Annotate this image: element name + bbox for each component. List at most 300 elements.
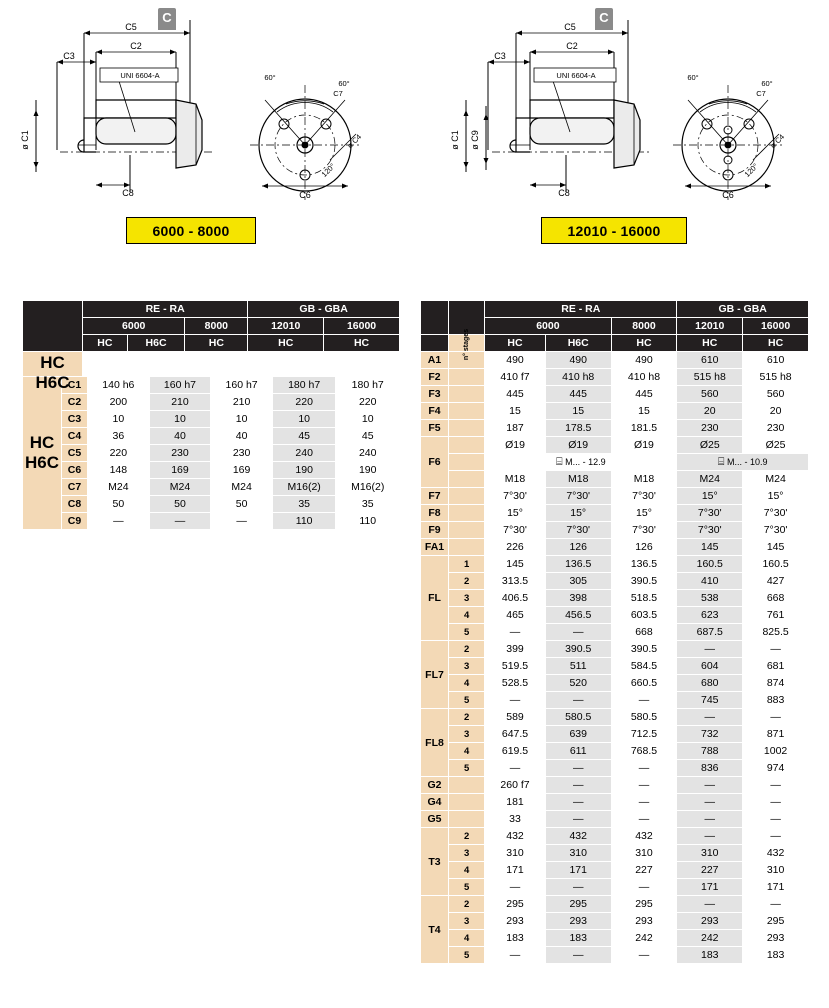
table-row (421, 913, 809, 930)
table-cell: 145 (743, 539, 809, 556)
row-stage (449, 454, 485, 471)
row-code: C2 (62, 394, 88, 411)
row-stage: 4 (449, 743, 485, 760)
row-stage (449, 420, 485, 437)
row-code: C8 (62, 496, 88, 513)
table-cell: 183 (485, 930, 546, 947)
table-cell: 310 (485, 845, 546, 862)
size-header-12010: 12010 (677, 318, 743, 335)
table-row (421, 930, 809, 947)
table-cell: 181.5 (611, 420, 677, 437)
row-stage: 2 (449, 641, 485, 658)
table-cell: — (677, 828, 743, 845)
table-row (421, 845, 809, 862)
row-code: F8 (421, 505, 449, 522)
table-cell: 399 (485, 641, 546, 658)
table-cell: 445 (611, 386, 677, 403)
table-cell: 169 (211, 462, 273, 479)
table-row (421, 607, 809, 624)
row-code: F3 (421, 386, 449, 403)
table-cell: 15° (485, 505, 546, 522)
table-cell: 490 (545, 352, 611, 369)
table-cell: 406.5 (485, 590, 546, 607)
table-cell: 183 (677, 947, 743, 964)
type-header-0: HC (485, 335, 546, 352)
row-code: C7 (62, 479, 88, 496)
row-stage: 5 (449, 879, 485, 896)
row-code: A1 (421, 352, 449, 369)
stage-col-header (449, 328, 485, 361)
table-row (23, 428, 400, 445)
table-cell: 445 (485, 386, 546, 403)
table-cell: Ø19 (485, 437, 546, 454)
table-cell: 410 h8 (545, 369, 611, 386)
type-header-1: H6C (127, 335, 185, 352)
table-cell: 110 (336, 513, 400, 530)
table-cell: 15 (611, 403, 677, 420)
table-cell: 732 (677, 726, 743, 743)
table-cell: 410 h8 (611, 369, 677, 386)
size-header-8000: 8000 (185, 318, 248, 335)
side-label-h6c: H6C (25, 453, 60, 472)
row-stage (449, 471, 485, 488)
size-header-16000: 16000 (324, 318, 400, 335)
table-cell: 36 (88, 428, 150, 445)
table-cell: — (485, 692, 546, 709)
table-cell: 293 (485, 913, 546, 930)
dim-c2-right: C2 (566, 41, 578, 51)
row-stage (449, 539, 485, 556)
table-cell: 220 (336, 394, 400, 411)
table-cell: 610 (743, 352, 809, 369)
table-cell: 668 (611, 624, 677, 641)
table-row (421, 352, 809, 369)
table-cell: M16(2) (272, 479, 336, 496)
table-cell: — (743, 709, 809, 726)
table-cell: 465 (485, 607, 546, 624)
table-cell: 240 (272, 445, 336, 462)
table-cell: 126 (545, 539, 611, 556)
table-cell: 511 (545, 658, 611, 675)
row-code: T3 (421, 828, 449, 896)
table-cell: 589 (485, 709, 546, 726)
table-row (23, 479, 400, 496)
table-cell: 7°30' (677, 505, 743, 522)
table-cell: 10 (211, 411, 273, 428)
corner-cell (23, 301, 83, 352)
table-cell: 580.5 (545, 709, 611, 726)
table-cell: 15° (545, 505, 611, 522)
type-header-4: HC (743, 335, 809, 352)
row-stage: 5 (449, 624, 485, 641)
row-stage: 4 (449, 862, 485, 879)
angle-left-1: 60° (264, 73, 276, 82)
table-cell: 432 (485, 828, 546, 845)
angle-right-3: 120° (742, 161, 760, 179)
diagram-right-svg (420, 0, 829, 215)
table-cell: — (545, 879, 611, 896)
row-stage: 1 (449, 556, 485, 573)
table-cell: — (611, 794, 677, 811)
table-row (421, 947, 809, 964)
table-cell: 623 (677, 607, 743, 624)
table-cell: 180 h7 (336, 377, 400, 394)
dim-c4-left: ø C4 (345, 132, 364, 151)
dim-c3-right: C3 (494, 51, 506, 61)
table-cell: — (545, 624, 611, 641)
table-cell: 712.5 (611, 726, 677, 743)
table-row (421, 437, 809, 454)
table-cell: 580.5 (611, 709, 677, 726)
table-cell: 584.5 (611, 658, 677, 675)
table-cell: 169 (149, 462, 211, 479)
table-row (23, 496, 400, 513)
badge-right: 12010 - 16000 (541, 217, 687, 244)
table-row (421, 794, 809, 811)
corner-cell-blank (421, 335, 449, 352)
table-cell: — (677, 777, 743, 794)
table-row (421, 743, 809, 760)
table-cell: 603.5 (611, 607, 677, 624)
table-cell: 7°30' (677, 522, 743, 539)
table-cell: 7°30' (485, 522, 546, 539)
table-cell: 305 (545, 573, 611, 590)
table-cell: — (743, 641, 809, 658)
table-cell: 390.5 (611, 573, 677, 590)
row-code: F2 (421, 369, 449, 386)
table-row (421, 624, 809, 641)
table-cell: 110 (272, 513, 336, 530)
table-cell: 768.5 (611, 743, 677, 760)
dim-c4-right: ø C4 (768, 132, 787, 151)
row-code: F9 (421, 522, 449, 539)
table-row (421, 573, 809, 590)
size-header-6000: 6000 (83, 318, 185, 335)
row-stage: 4 (449, 675, 485, 692)
dim-c5-left: C5 (125, 22, 137, 32)
table-row (421, 862, 809, 879)
table-row-group-header (23, 301, 400, 318)
table-row (23, 394, 400, 411)
table-cell: 295 (743, 913, 809, 930)
row-code: C3 (62, 411, 88, 428)
angle-left-2: 60° (338, 79, 350, 88)
table-cell: 240 (336, 445, 400, 462)
table-cell: 227 (611, 862, 677, 879)
table-cell: 15° (611, 505, 677, 522)
table-cell: 45 (272, 428, 336, 445)
dim-c6-right: C6 (722, 190, 734, 200)
table-row (421, 811, 809, 828)
table-cell: — (545, 794, 611, 811)
table-row (421, 454, 809, 471)
table-cell: 293 (743, 930, 809, 947)
group-header-gb-gba: GB - GBA (677, 301, 809, 318)
table-cell: 160 h7 (211, 377, 273, 394)
row-code: G5 (421, 811, 449, 828)
table-cell: 260 f7 (485, 777, 546, 794)
table-cell: 295 (545, 896, 611, 913)
table-cell: 15° (677, 488, 743, 505)
table-cell: 230 (149, 445, 211, 462)
table-cell: 825.5 (743, 624, 809, 641)
table-cell: 310 (611, 845, 677, 862)
table-row (23, 513, 400, 530)
corner-cell-code (421, 301, 449, 335)
table-cell: — (211, 513, 273, 530)
angle-left-3: 120° (319, 161, 337, 179)
table-row (421, 760, 809, 777)
table-cell: 190 (272, 462, 336, 479)
row-stage: 3 (449, 590, 485, 607)
table-cell: — (88, 513, 150, 530)
table-cell: 242 (677, 930, 743, 947)
table-row (421, 675, 809, 692)
type-header-3: HC (677, 335, 743, 352)
table-cell: 390.5 (611, 641, 677, 658)
table-cell: 639 (545, 726, 611, 743)
table-cell: 668 (743, 590, 809, 607)
table-cell: 7°30' (485, 488, 546, 505)
row-stage (449, 437, 485, 454)
row-stage (449, 811, 485, 828)
table-cell: 7°30' (545, 522, 611, 539)
row-code: C9 (62, 513, 88, 530)
table-cell: 456.5 (545, 607, 611, 624)
row-stage: 5 (449, 692, 485, 709)
table-cell: 687.5 (677, 624, 743, 641)
table-row-group-header (421, 301, 809, 318)
table-cell: 293 (611, 913, 677, 930)
table-cell: 220 (88, 445, 150, 462)
table-row (421, 709, 809, 726)
dim-c6-left: C6 (299, 190, 311, 200)
table-cell: — (611, 692, 677, 709)
table-cell: 836 (677, 760, 743, 777)
size-header-6000: 6000 (485, 318, 611, 335)
table-cell: — (611, 760, 677, 777)
table-row (421, 658, 809, 675)
group-header-re-ra: RE - RA (485, 301, 677, 318)
table-row (421, 726, 809, 743)
angle-right-2: 60° (761, 79, 773, 88)
table-cell: 10 (88, 411, 150, 428)
left-table-body (22, 376, 400, 530)
table-cell: M16(2) (336, 479, 400, 496)
table-cell: 145 (485, 556, 546, 573)
dim-c5-right: C5 (564, 22, 576, 32)
side-label-h6c: H6C (35, 373, 70, 392)
right-table-header (420, 300, 809, 964)
table-cell: 7°30' (611, 488, 677, 505)
table-row (421, 777, 809, 794)
table-row (23, 462, 400, 479)
diagram-left-svg (0, 0, 420, 215)
table-cell: 50 (149, 496, 211, 513)
table-cell: 518.5 (611, 590, 677, 607)
dim-c1-left: ø C1 (20, 130, 30, 150)
size-header-16000: 16000 (743, 318, 809, 335)
table-row (421, 488, 809, 505)
row-code: FL8 (421, 709, 449, 777)
table-cell: — (611, 777, 677, 794)
table-cell: — (677, 641, 743, 658)
table-cell: 148 (88, 462, 150, 479)
size-header-8000: 8000 (611, 318, 677, 335)
table-cell: 874 (743, 675, 809, 692)
row-stage (449, 522, 485, 539)
table-cell: 310 (743, 862, 809, 879)
table-cell: 180 h7 (272, 377, 336, 394)
table-cell: M24 (211, 479, 273, 496)
table-row (421, 828, 809, 845)
row-code: FA1 (421, 539, 449, 556)
table-cell: 538 (677, 590, 743, 607)
table-cell: M18 (611, 471, 677, 488)
table-cell: 15 (485, 403, 546, 420)
type-header-4: HC (324, 335, 400, 352)
table-cell: 126 (611, 539, 677, 556)
table-row (421, 403, 809, 420)
table-cell: 619.5 (485, 743, 546, 760)
table-cell: 681 (743, 658, 809, 675)
table-cell: 7°30' (545, 488, 611, 505)
table-row (421, 386, 809, 403)
table-cell: — (545, 760, 611, 777)
badge-left: 6000 - 8000 (126, 217, 256, 244)
row-stage: 3 (449, 726, 485, 743)
table-cell: — (677, 811, 743, 828)
side-label-hc: HC (40, 353, 65, 372)
table-cell: 230 (743, 420, 809, 437)
table-cell: — (611, 947, 677, 964)
table-cell: M24 (149, 479, 211, 496)
row-code: T4 (421, 896, 449, 964)
row-code: F4 (421, 403, 449, 420)
dim-c2-left: C2 (130, 41, 142, 51)
table-cell: 40 (211, 428, 273, 445)
row-stage: 4 (449, 607, 485, 624)
table-cell: 15 (545, 403, 611, 420)
table-cell: 200 (88, 394, 150, 411)
table-cell: — (611, 879, 677, 896)
row-stage: 3 (449, 658, 485, 675)
group-header-re-ra: RE - RA (83, 301, 248, 318)
table-cell: 45 (336, 428, 400, 445)
table-cell: 293 (677, 913, 743, 930)
table-cell: 183 (545, 930, 611, 947)
table-cell: 226 (485, 539, 546, 556)
table-cell: 427 (743, 573, 809, 590)
table-cell: Ø19 (545, 437, 611, 454)
table-cell: 20 (677, 403, 743, 420)
type-header-1: H6C (545, 335, 611, 352)
table-row (23, 411, 400, 428)
table-cell: 136.5 (611, 556, 677, 573)
table-row-type-header (421, 335, 809, 352)
table-cell: 410 f7 (485, 369, 546, 386)
table-cell: 210 (149, 394, 211, 411)
table-cell: M18 (485, 471, 546, 488)
left-dimension-table (22, 300, 400, 530)
table-cell: 295 (611, 896, 677, 913)
table-row (421, 369, 809, 386)
table-cell: 432 (545, 828, 611, 845)
table-cell: 140 h6 (88, 377, 150, 394)
table-cell: 50 (88, 496, 150, 513)
table-cell: — (743, 828, 809, 845)
row-code: F5 (421, 420, 449, 437)
table-cell: 7°30' (743, 505, 809, 522)
table-cell: 178.5 (545, 420, 611, 437)
table-cell: — (743, 811, 809, 828)
stage-col-label: n° stages (463, 328, 471, 361)
side-label-block (23, 377, 62, 530)
table-row (421, 896, 809, 913)
table-cell: 10 (336, 411, 400, 428)
table-cell: 210 (211, 394, 273, 411)
section-marker-left: C (158, 8, 176, 30)
table-cell: 20 (743, 403, 809, 420)
diagram-left (0, 0, 420, 239)
table-cell: — (545, 692, 611, 709)
table-cell: 160.5 (677, 556, 743, 573)
table-cell: M24 (743, 471, 809, 488)
dim-c7-right: C7 (756, 89, 766, 98)
row-stage (449, 386, 485, 403)
row-code: C6 (62, 462, 88, 479)
table-row (421, 539, 809, 556)
dim-c8-left: C8 (122, 188, 134, 198)
table-cell-note: ⌸ M... - 10.9 (677, 454, 809, 471)
table-cell: 171 (743, 879, 809, 896)
table-cell: 390.5 (545, 641, 611, 658)
table-cell: — (677, 794, 743, 811)
table-row (23, 377, 400, 394)
table-cell: 604 (677, 658, 743, 675)
table-cell: 50 (211, 496, 273, 513)
table-cell: M24 (88, 479, 150, 496)
row-stage: 2 (449, 573, 485, 590)
table-cell: 7°30' (611, 522, 677, 539)
row-stage (449, 369, 485, 386)
table-cell: 647.5 (485, 726, 546, 743)
table-cell: — (545, 777, 611, 794)
row-stage (449, 505, 485, 522)
type-header-0: HC (83, 335, 128, 352)
table-cell: 242 (611, 930, 677, 947)
table-cell: 871 (743, 726, 809, 743)
dim-c1-right: ø C1 (450, 130, 460, 150)
table-cell: 190 (336, 462, 400, 479)
row-code: C4 (62, 428, 88, 445)
table-cell: 974 (743, 760, 809, 777)
row-stage: 2 (449, 828, 485, 845)
type-header-2: HC (611, 335, 677, 352)
table-cell: 611 (545, 743, 611, 760)
table-cell: 519.5 (485, 658, 546, 675)
table-cell: 40 (149, 428, 211, 445)
row-code: F7 (421, 488, 449, 505)
table-cell: — (149, 513, 211, 530)
table-cell: 10 (272, 411, 336, 428)
note-uni-left: UNI 6604-A (120, 71, 160, 80)
table-cell: — (611, 811, 677, 828)
dim-c7-left: C7 (333, 89, 343, 98)
right-dimension-table (420, 300, 809, 964)
table-cell: 1002 (743, 743, 809, 760)
table-cell: 183 (743, 947, 809, 964)
